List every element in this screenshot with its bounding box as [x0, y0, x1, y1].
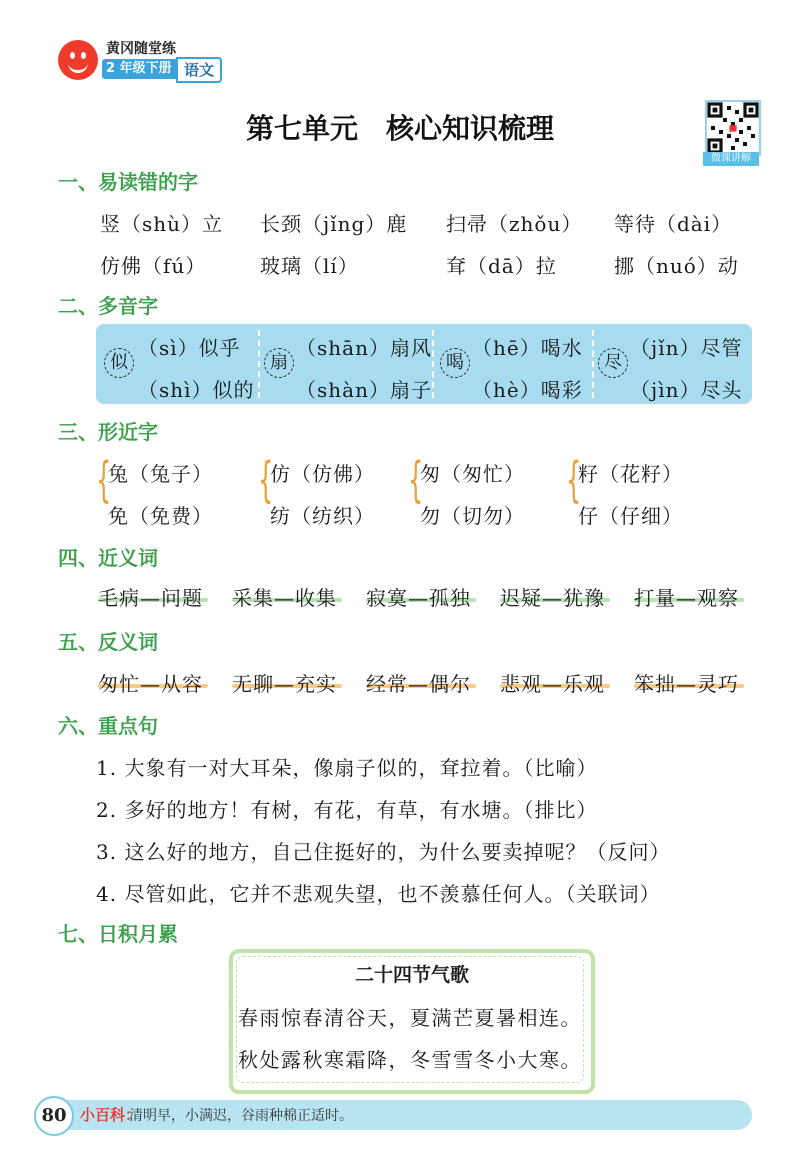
synonym-pair: 寂寞—孤独: [366, 586, 471, 610]
brand-series: 黄冈随堂练: [106, 41, 176, 57]
section-heading-polyphone: 二、多音字: [58, 294, 158, 318]
footer-tip: 清明早，小满迟，谷雨种棉正适时。: [129, 1108, 353, 1124]
antonym-pair: 经常—偶尔: [366, 672, 471, 696]
synonym-pair: 采集—收集: [232, 586, 337, 610]
polyphone-reading: （shān）扇风: [296, 336, 432, 360]
page-title: 第七单元 核心知识梳理: [245, 112, 554, 145]
key-sentence: 4. 尽管如此，它并不悲观失望，也不羡慕任何人。（关联词）: [96, 882, 661, 906]
divider: [258, 330, 260, 398]
synonym-pair: 迟疑—犹豫: [500, 586, 605, 610]
polyphone-char: 似: [104, 348, 134, 378]
brace-icon: {: [258, 452, 274, 508]
brace-icon: {: [96, 452, 112, 508]
polyphone-char: 扇: [264, 348, 294, 378]
antonym-pair: 无聊—充实: [232, 672, 337, 696]
similar-char: 兔（兔子）: [108, 462, 213, 486]
word-item: 竖（shù）立: [100, 212, 224, 236]
antonym-pair: 笨拙—灵巧: [634, 672, 739, 696]
polyphone-reading: （jìn）尽头: [630, 378, 743, 402]
polyphone-reading: （jǐn）尽管: [630, 336, 743, 360]
section-heading-similar-chars: 三、形近字: [58, 420, 158, 444]
word-item: 等待（dài）: [614, 212, 733, 236]
brace-icon: {: [408, 452, 424, 508]
word-item: 仿佛（fú）: [100, 254, 207, 278]
similar-char: 籽（花籽）: [578, 462, 683, 486]
poem-line: 秋处露秋寒霜降，冬雪雪冬小大寒。: [238, 1048, 582, 1072]
similar-char: 纺（纺织）: [270, 504, 375, 528]
footer-label: 小百科：: [80, 1106, 141, 1124]
section-heading-key-sentences: 六、重点句: [58, 714, 158, 738]
word-item: 长颈（jǐng）鹿: [260, 212, 408, 236]
qr-caption: 微课讲解: [703, 152, 759, 166]
similar-char: 仿（仿佛）: [270, 462, 375, 486]
word-item: 耷（dā）拉: [446, 254, 557, 278]
polyphone-reading: （hē）喝水: [472, 336, 583, 360]
section-heading-accumulation: 七、日积月累: [58, 922, 178, 946]
brand-grade: 2 年级下册: [102, 59, 178, 79]
section-heading-antonyms: 五、反义词: [58, 630, 158, 654]
poem-title: 二十四节气歌: [354, 964, 469, 986]
polyphone-char: 尽: [598, 348, 628, 378]
poem-line: 春雨惊春清谷天，夏满芒夏暑相连。: [238, 1006, 582, 1030]
section-heading-misread: 一、易读错的字: [58, 170, 198, 194]
divider: [432, 330, 434, 398]
brand-subject: 语文: [176, 57, 222, 83]
divider: [592, 330, 594, 398]
antonym-pair: 匆忙—从容: [98, 672, 203, 696]
section-heading-synonyms: 四、近义词: [58, 546, 158, 570]
word-item: 扫帚（zhǒu）: [446, 212, 583, 236]
key-sentence: 3. 这么好的地方，自己住挺好的，为什么要卖掉呢？（反问）: [96, 840, 671, 864]
synonym-pair: 打量—观察: [634, 586, 739, 610]
brace-icon: {: [566, 452, 582, 508]
antonym-pair: 悲观—乐观: [500, 672, 605, 696]
key-sentence: 1. 大象有一对大耳朵，像扇子似的，耷拉着。（比喻）: [96, 756, 598, 780]
qr-code-icon[interactable]: [705, 100, 761, 156]
word-item: 挪（nuó）动: [614, 254, 739, 278]
similar-char: 勿（切勿）: [420, 504, 525, 528]
similar-char: 仔（仔细）: [578, 504, 683, 528]
polyphone-reading: （hè）喝彩: [472, 378, 583, 402]
word-item: 玻璃（lí）: [260, 254, 359, 278]
polyphone-reading: （shàn）扇子: [296, 378, 432, 402]
synonym-pair: 毛病—问题: [98, 586, 203, 610]
polyphone-reading: （shì）似的: [138, 378, 255, 402]
polyphone-reading: （sì）似乎: [138, 336, 241, 360]
page-number: 80: [34, 1096, 74, 1136]
similar-char: 匆（匆忙）: [420, 462, 525, 486]
key-sentence: 2. 多好的地方！有树，有花，有草，有水塘。（排比）: [96, 798, 598, 822]
polyphone-char: 喝: [440, 348, 470, 378]
similar-char: 免（免费）: [108, 504, 213, 528]
